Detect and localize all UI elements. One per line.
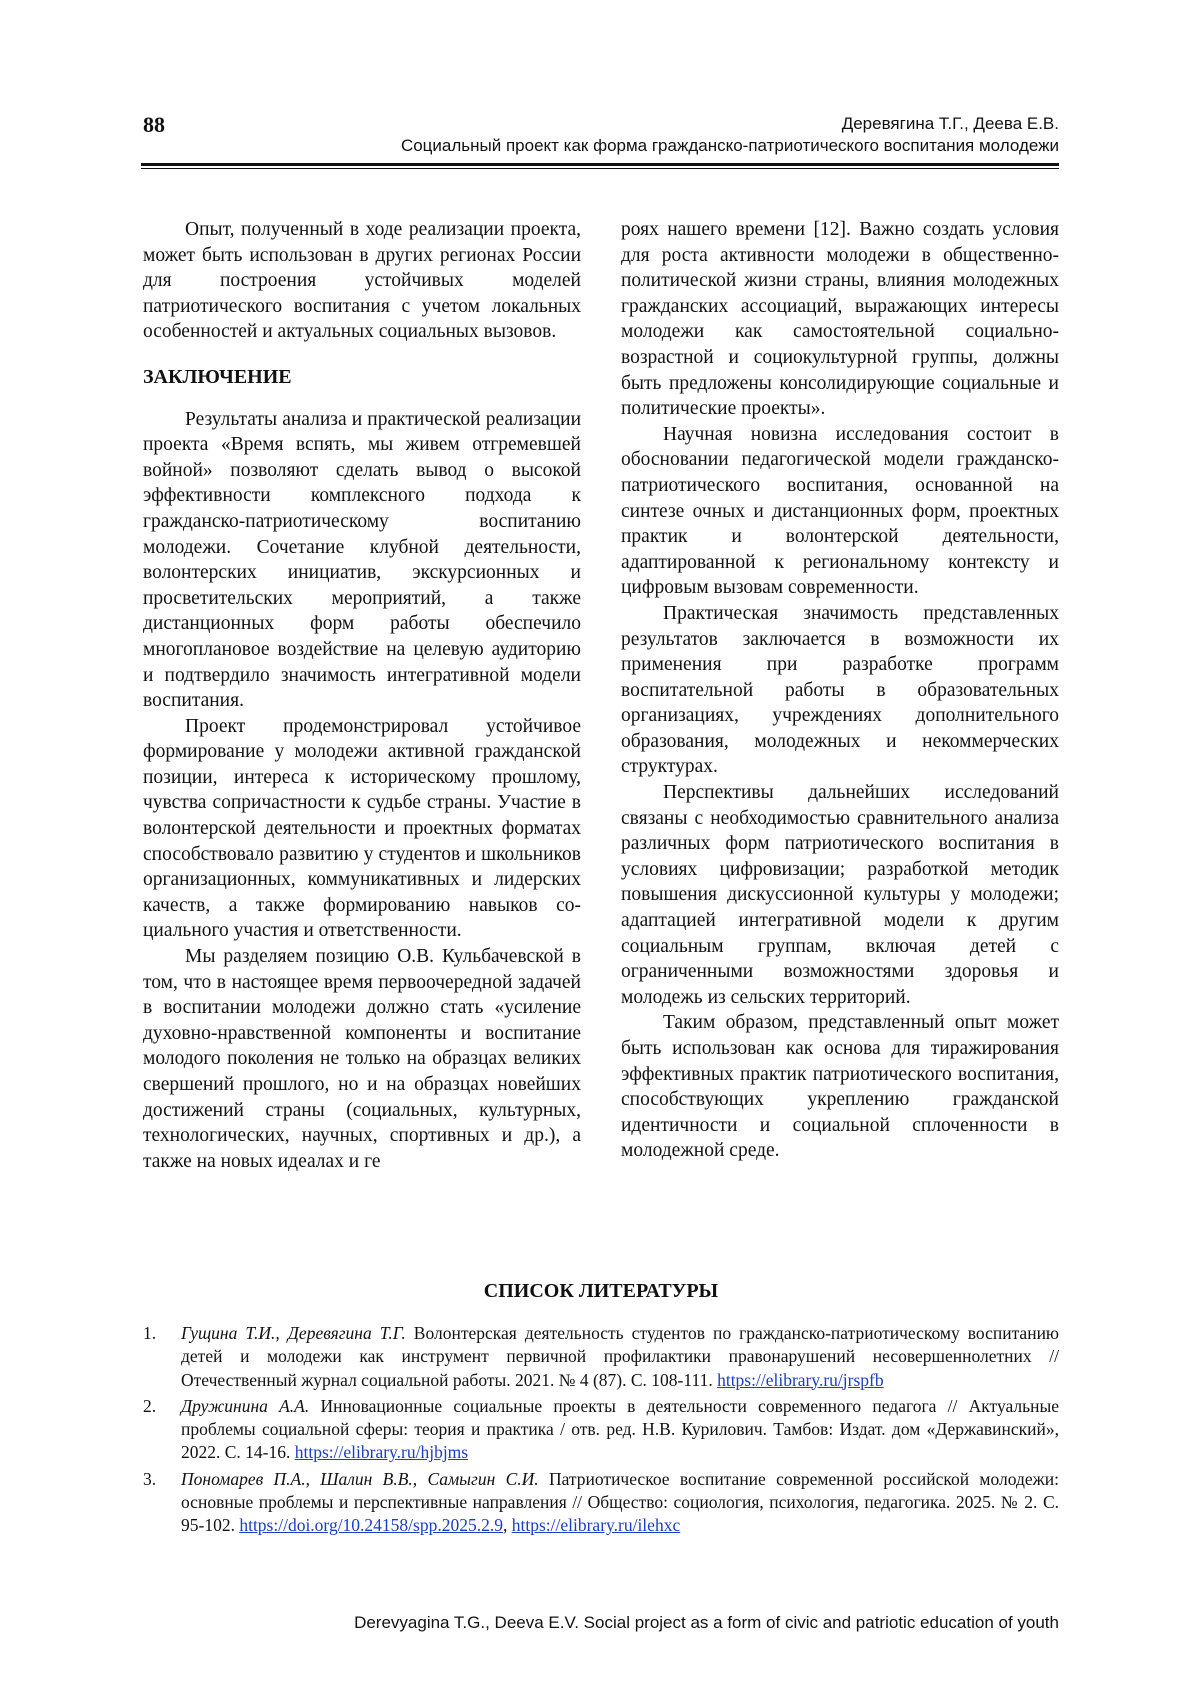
running-head: [401, 113, 1059, 157]
paragraph: Результаты анализа и практической реализации проекта «Время вспять, мы живем отгремевшей войной» позволяют сделать вывод о высокой эффективности комплексного подхода к гражданско-патриотическому воспитанию молодежи. Сочетание клубной деятельности, волонтерских инициатив, экскурсионных и просветительских мероприятий, а также дистанционных форм работы обеспечило многоплановое воздействие на целевую аудиторию и подтвердило значимость интегративной модели воспитания.: [143, 408, 581, 712]
reference-link[interactable]: https://elibrary.ru/hjbjms: [294, 1442, 469, 1463]
footer-english-title: Derevyagina T.G., Deeva E.V. Social project as a form of civic and patriotic education of youth: [354, 1613, 1059, 1632]
reference-separator: ,: [502, 1515, 512, 1536]
reference-number: 3.: [143, 1468, 157, 1489]
reference-link[interactable]: https://elibrary.ru/ilehxc: [511, 1515, 681, 1536]
paragraph: Перспективы дальнейших исследований связаны с необходимостью сравнительного анализа различных форм патриотического воспитания в условиях цифровизации; разработкой методик повышения дискуссионной культуры у молодежи; адаптацией интегративной модели к другим социальным группам, включая детей с ограниченными возможностями здоровья и молодежь из сельских территорий.: [621, 782, 1059, 1008]
reference-item: [143, 1468, 1059, 1538]
paragraph: Проект продемонстрировал устойчивое формирование у молодежи активной гражданской позиции, интереса к историческому прошлому, чувства сопричастности к судьбе страны. Участие в волонтерской деятельности и проектных форматах способствовало развитию у студентов и школьников организационных, коммуникативных и лидерских качеств, а также формированию навыков социального участия и ответственности.: [143, 715, 581, 942]
paragraph: Практическая значимость представленных результатов заключается в возможности их применения при разработке программ воспитательной работы в образовательных организациях, учреждениях дополнительного образования, молодежных и некоммерческих структурах.: [621, 602, 1059, 778]
reference-authors: Пономарев П.А., Шалин В.В., Самыгин С.И.: [181, 1468, 539, 1489]
paragraph: Мы разделяем позицию О.В. Кульбачевской в том, что в настоящее время первоочередной задачей в воспитании молодежи должно стать «усиление духовно-нравственной компоненты и воспитание молодого поколения не только на образцах великих свершений прошлого, но и на образцах новейших достижений страны (социальных, культурных, технологических, научных, спортивных и др.), а также на новых идеалах и ге: [143, 946, 581, 1172]
running-head-authors: Деревягина Т.Г., Деева Е.В.: [841, 114, 1059, 133]
section-heading-conclusion: ЗАКЛЮЧЕНИЕ: [143, 365, 292, 388]
paragraph: Опыт, полученный в ходе реализации проекта, может быть использован в других регионах России для построения устойчивых моделей патриотического воспитания с учетом локальных особенностей и актуальных социальных вызовов.: [143, 219, 581, 343]
reference-item: [143, 1322, 1059, 1392]
reference-authors: Дружинина А.А.: [181, 1395, 310, 1416]
left-column: [143, 217, 581, 1174]
page-number: 88: [143, 112, 165, 137]
reference-link[interactable]: https://elibrary.ru/jrspfb: [717, 1369, 884, 1390]
paragraph: Научная новизна исследования состоит в обосновании педагогической модели гражданско-патриотического воспитания, основанной на синтезе очных и дистанционных форм, проектных практик и волонтерской деятельности, адаптированной к региональному контексту и цифровым вызовам современности.: [621, 423, 1059, 599]
running-head-title: Социальный проект как форма гражданско-патриотического воспитания молодежи: [400, 136, 1059, 155]
body-columns: [143, 217, 1059, 1174]
paragraph: Таким образом, представленный опыт может быть использован как основа для тиражирования эффективных практик патриотического воспитания, способствующих укреплению гражданской идентичности и социальной сплоченности в молодежной среде.: [621, 1012, 1059, 1162]
reference-text: Инновационные социальные проекты в деятельности современного педагога // Актуальные проблемы социальной сферы: теория и практика / отв. ред. Н.В. Курилович. Тамбов: Издат. дом «Державинский», 2022. С. 14-16.: [181, 1395, 1059, 1463]
reference-item: [143, 1395, 1059, 1465]
reference-text: Патриотическое воспитание современной российской молодежи: основные проблемы и перспективные направления // Общество: социология, психология, педагогика. 2025. № 2. С. 95-102.: [181, 1468, 1059, 1536]
reference-number: 1.: [143, 1323, 157, 1343]
paragraph-continued: роях нашего времени [12]. Важно создать условия для роста активности молодежи в общественно-политической жизни страны, влияния молодежных гражданских ассоциаций, выражающих интересы молодежи как самостоятельной социально-возрастной и социокультурной группы, должны быть предложены консолидирующие социальные и политические проекты».: [621, 219, 1059, 420]
header-rule: [141, 163, 1059, 169]
references-list: [143, 1322, 1059, 1541]
reference-text: Волонтерская деятельность студентов по гражданско-патриотическому воспитанию детей и молодежи как инструмент первичной профилактики правонарушений несовершеннолетних // Отечественный журнал социальной работы. 2021. № 4 (87). С. 108-111.: [181, 1323, 1060, 1390]
reference-authors: Гущина Т.И., Деревягина Т.Г.: [181, 1323, 406, 1343]
reference-doi-link[interactable]: https://doi.org/10.24158/spp.2025.2.9: [239, 1515, 503, 1536]
reference-number: 2.: [143, 1395, 157, 1416]
right-column: [621, 217, 1059, 1174]
references-title: СПИСОК ЛИТЕРАТУРЫ: [483, 1280, 719, 1302]
